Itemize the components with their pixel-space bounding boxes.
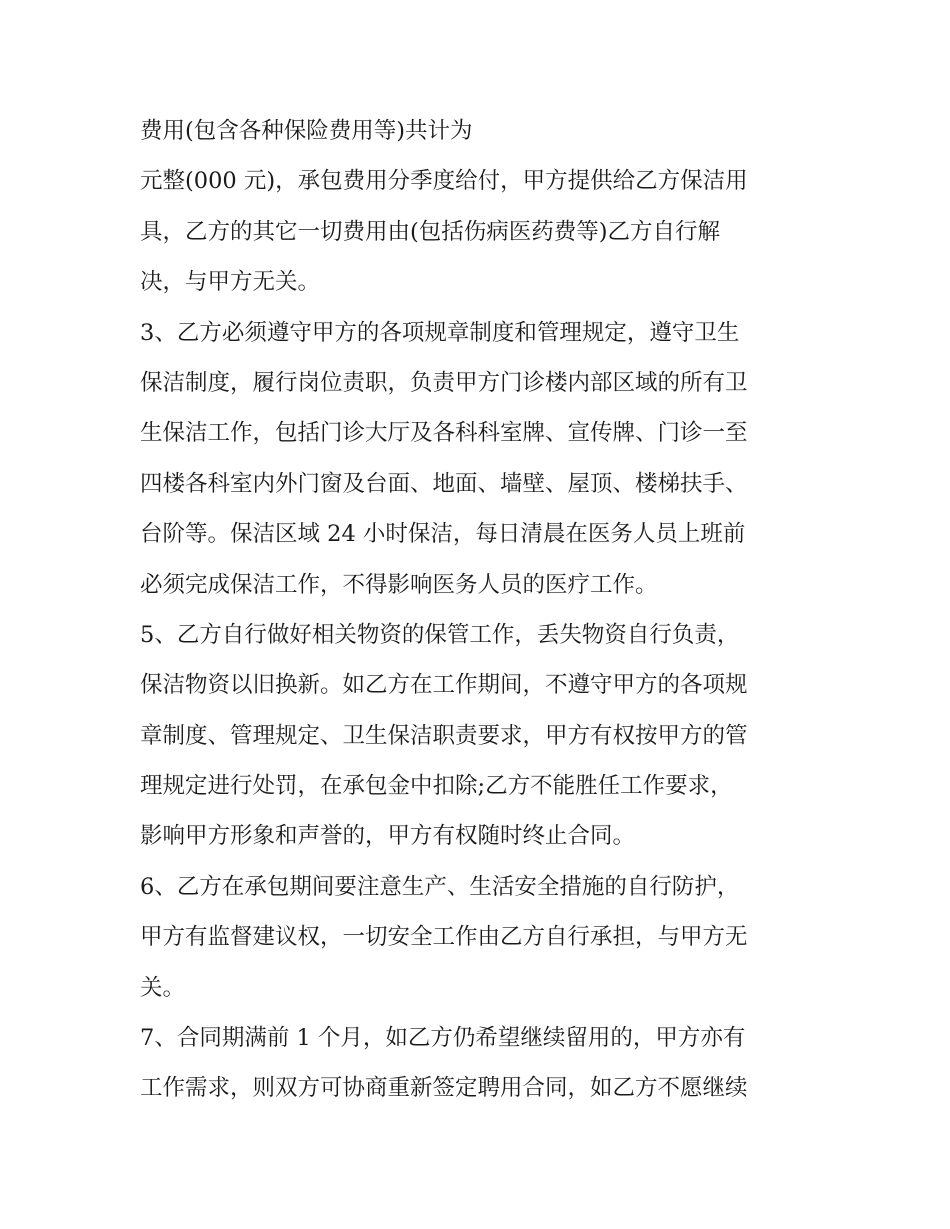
text-line: 关。 — [140, 974, 186, 1001]
text-line: 具，乙方的其它一切费用由(包括伤病医药费等)乙方自行解 — [140, 218, 721, 245]
text-line: 理规定进行处罚，在承包金中扣除;乙方不能胜任工作要求， — [140, 773, 733, 800]
text-line: 工作需求，则双方可协商重新签定聘用合同，如乙方不愿继续 — [140, 1075, 748, 1102]
document-body — [140, 106, 830, 1114]
text-line: 3、乙方必须遵守甲方的各项规章制度和管理规定，遵守卫生 — [140, 319, 740, 346]
text-line: 章制度、管理规定、卫生保洁职责要求，甲方有权按甲方的管 — [140, 722, 748, 749]
text-line: 台阶等。保洁区域 24 小时保洁，每日清晨在医务人员上班前 — [140, 521, 746, 548]
text-line: 7、合同期满前 1 个月，如乙方仍希望继续留用的，甲方亦有 — [140, 1025, 746, 1052]
text-line: 决，与甲方无关。 — [140, 269, 321, 296]
text-line: 必须完成保洁工作，不得影响医务人员的医疗工作。 — [140, 571, 658, 598]
text-line: 保洁物资以旧换新。如乙方在工作期间，不遵守甲方的各项规 — [140, 672, 748, 699]
text-line: 甲方有监督建议权，一切安全工作由乙方自行承担，与甲方无 — [140, 924, 748, 951]
text-line: 四楼各科室内外门窗及台面、地面、墙壁、屋顶、楼梯扶手、 — [140, 470, 748, 497]
text-line: 5、乙方自行做好相关物资的保管工作，丢失物资自行负责， — [140, 621, 740, 648]
text-line: 影响甲方形象和声誉的，甲方有权随时终止合同。 — [140, 823, 636, 850]
text-line: 费用(包含各种保险费用等)共计为 — [140, 118, 473, 144]
text-line: 6、乙方在承包期间要注意生产、生活安全措施的自行防护， — [140, 873, 740, 900]
text-line: 元整(000 元)，承包费用分季度给付，甲方提供给乙方保洁用 — [140, 168, 748, 195]
text-line: 保洁制度，履行岗位责职，负责甲方门诊楼内部区域的所有卫 — [140, 369, 748, 396]
text-line: 生保洁工作，包括门诊大厅及各科科室牌、宣传牌、门诊一至 — [140, 420, 748, 447]
